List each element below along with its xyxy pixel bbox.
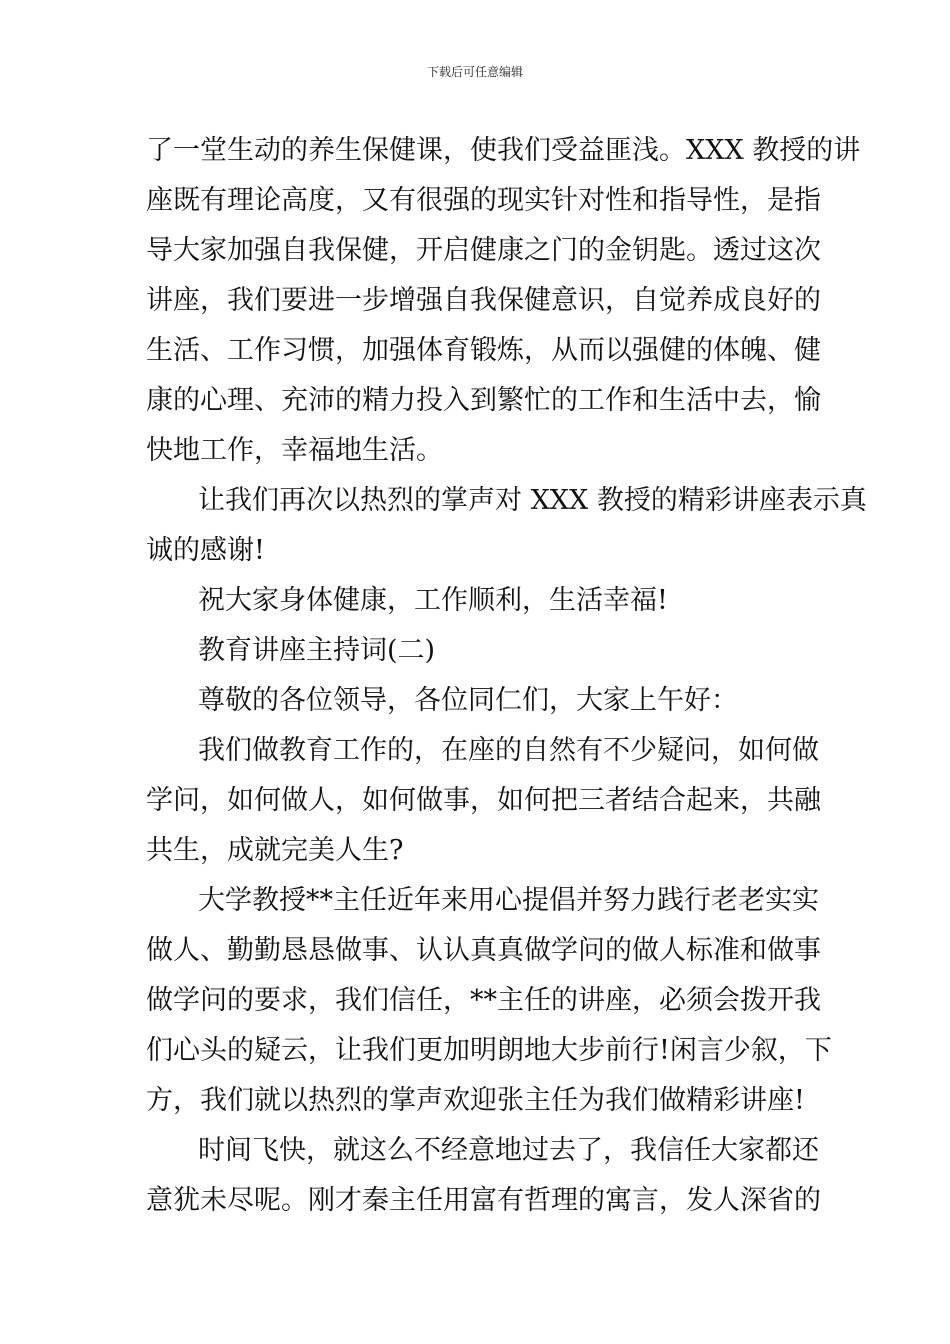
text-line: 祝大家身体健康，工作顺利，生活幸福! [198,585,668,616]
document-body [146,126,867,1226]
salutation: 尊敬的各位领导，各位同仁们，大家上午好： [198,685,738,716]
text-line: 了一堂生动的养生保健课，使我们受益匪浅。XXX 教授的讲 [146,135,861,166]
text-line: 诚的感谢! [146,535,265,566]
text-line: 们心头的疑云，让我们更加明朗地大步前行!闲言少叙，下 [146,1035,832,1066]
text-line: 我们做教育工作的，在座的自然有不少疑问，如何做 [198,735,819,766]
text-line: 座既有理论高度，又有很强的现实针对性和指导性，是指 [146,185,821,216]
text-line: 导大家加强自我保健，开启健康之门的金钥匙。透过这次 [146,235,821,266]
text-line: 方，我们就以热烈的掌声欢迎张主任为我们做精彩讲座! [146,1085,805,1116]
text-line: 意犹未尽呢。刚才秦主任用富有哲理的寓言，发人深省的 [146,1185,821,1216]
text-line: 大学教授**主任近年来用心提倡并努力践行老老实实 [198,885,819,916]
text-line: 讲座，我们要进一步增强自我保健意识，自觉养成良好的 [146,285,821,316]
text-line: 共生，成就完美人生? [146,835,404,866]
section-title: 教育讲座主持词(二) [198,635,436,666]
text-line: 做学问的要求，我们信任，**主任的讲座，必须会拨开我 [146,985,821,1016]
text-line: 康的心理、充沛的精力投入到繁忙的工作和生活中去，愉 [146,385,821,416]
text-line: 时间飞快，就这么不经意地过去了，我信任大家都还 [198,1135,819,1166]
text-line: 学问，如何做人，如何做事，如何把三者结合起来，共融 [146,785,821,816]
text-line: 快地工作，幸福地生活。 [146,435,443,466]
text-line: 生活、工作习惯，加强体育锻炼，从而以强健的体魄、健 [146,335,821,366]
text-line: 做人、勤勤恳恳做事、认认真真做学问的做人标准和做事 [146,935,821,966]
text-line: 让我们再次以热烈的掌声对 XXX 教授的精彩讲座表示真 [198,485,867,516]
page-header: 下载后可任意编辑 [426,65,523,79]
